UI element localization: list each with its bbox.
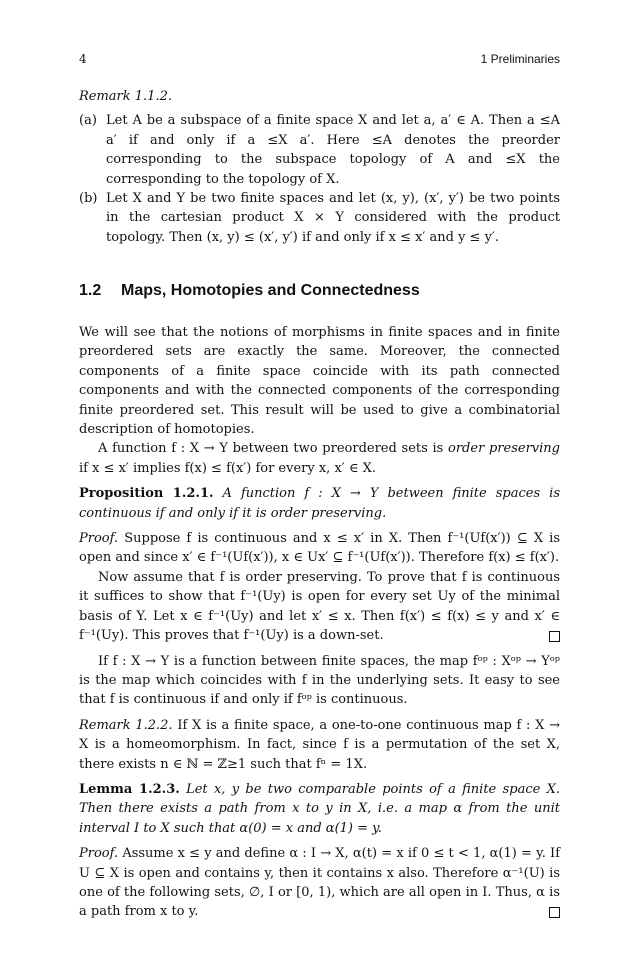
paragraph	[79, 439, 560, 478]
chapter-heading: 1 Preliminaries	[480, 52, 560, 66]
proof-label: Proof.	[79, 531, 119, 547]
page-number: 4	[79, 52, 87, 66]
lemma-label: Lemma 1.2.3.	[79, 781, 180, 797]
paragraph: If f : X → Y is a function between finite spaces, the map fᵒᵖ : Xᵒᵖ → Yᵒᵖ is the map which coincides with f in the underlying sets. It easy to see that f is continuous if and only if fᵒᵖ is continuous.	[79, 653, 560, 708]
remark-label: Remark 1.1.2.	[79, 89, 172, 104]
section-heading	[79, 281, 560, 301]
remark-1-1-2	[79, 87, 560, 247]
remark-1-2-2	[79, 716, 560, 774]
proof-label: Proof.	[79, 846, 119, 862]
item-marker: (a)	[79, 113, 97, 129]
text-run: A function f : X → Y between two preordered sets is	[98, 441, 449, 457]
lemma-1-2-3	[79, 780, 560, 838]
running-head	[79, 50, 560, 68]
section-number: 1.2	[79, 282, 102, 299]
proposition-text: A function f : X → Y between finite spaces is continuous if and only if it is order preserving.	[79, 486, 560, 521]
paragraph: We will see that the notions of morphisms in finite spaces and in finite preordered sets are exactly the same. Moreover, the connected components of a finite space coincide with its path connected components and with the connected components of the corresponding finite preordered set. This result will be used to give a combinatorial description of homotopies.	[79, 325, 560, 438]
body-text	[79, 323, 560, 922]
item-text: Let A be a subspace of a finite space X and let a, a′ ∈ A. Then a ≤A a′ if and only if a ≤X a′. Here ≤A denotes the preorder corresponding to the subspace topology of A and ≤X the corresponding to the topology of X.	[106, 113, 560, 187]
proof-paragraph	[79, 529, 560, 568]
proof-paragraph	[79, 568, 560, 646]
proof-text: Suppose f is continuous and x ≤ x′ in X. Then f⁻¹(Uf(x′)) ⊆ X is open and since x′ ∈ f⁻¹(Uf(x′)), x ∈ Ux′ ⊆ f⁻¹(Uf(x′)). Therefore f(x) ≤ f(x′).	[79, 531, 560, 566]
list-item	[79, 111, 560, 189]
list-item	[79, 189, 560, 247]
proof-text: Now assume that f is order preserving. To prove that f is continuous it suffices to show that f⁻¹(Uy) is open for every set Uy of the minimal basis of Y. Let x ∈ f⁻¹(Uy) and let x′ ≤ x. Then f(x′) ≤ f(x) ≤ y and x′ ∈ f⁻¹(Uy). This proves that f⁻¹(Uy) is a down-set.	[79, 569, 560, 644]
text-run: if x ≤ x′ implies f(x) ≤ f(x′) for every x, x′ ∈ X.	[79, 460, 377, 476]
remark-text: If X is a finite space, a one-to-one continuous map f : X → X is a homeomorphism. In fact, since f is a permutation of the set X, there exists n ∈ ℕ = ℤ≥1 such that fⁿ = 1X.	[79, 717, 561, 772]
item-text: Let X and Y be two finite spaces and let (x, y), (x′, y′) be two points in the cartesian product X × Y considered with the product topology. Then (x, y) ≤ (x′, y′) if and only if x ≤ x′ and y ≤ y′.	[106, 191, 560, 245]
proposition-1-2-1	[79, 484, 560, 523]
item-marker: (b)	[79, 191, 98, 207]
qed-box-icon	[549, 907, 560, 918]
proof-text: Assume x ≤ y and define α : I → X, α(t) = x if 0 ≤ t < 1, α(1) = y. If U ⊆ X is open and contains y, then it contains x also. Therefore α⁻¹(U) is one of the following sets, ∅, I or [0, 1), which are all open in I. Thus, α is a path from x to y.	[79, 846, 561, 920]
qed-box-icon	[549, 631, 560, 642]
proposition-label: Proposition 1.2.1.	[79, 486, 214, 502]
proof-paragraph	[79, 844, 560, 922]
section-title: Maps, Homotopies and Connectedness	[121, 282, 420, 299]
emphasis: order preserving	[448, 441, 560, 457]
lemma-text: Let x, y be two comparable points of a finite space X. Then there exists a path from x to y in X, i.e. a map α from the unit interval I to X such that α(0) = x and α(1) = y.	[79, 781, 560, 836]
remark-label: Remark 1.2.2.	[79, 717, 173, 733]
